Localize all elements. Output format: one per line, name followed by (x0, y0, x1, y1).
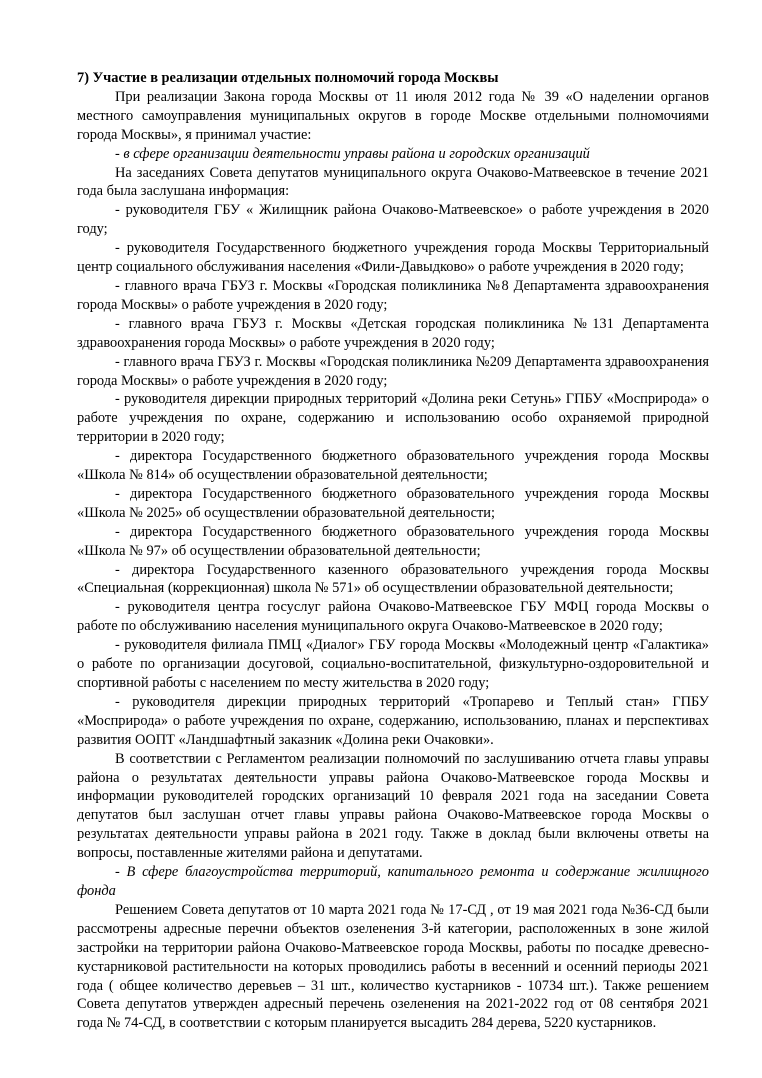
list-item: - директора Государственного казенного образовательного учреждения города Москвы «Специальная (коррекционная) школа № 571» об осуществлении образовательной деятельности; (77, 561, 709, 597)
list-item: - руководителя филиала ПМЦ «Диалог» ГБУ города Москвы «Молодежный центр «Галактика» о работе по организации досуговой, социально-воспитательной, физкультурно-оздоровительной и спортивной работы с населением по месту жительства в 2020 году; (77, 637, 709, 691)
report-paragraph: В соответствии с Регламентом реализации полномочий по заслушиванию отчета главы управы района о результатах деятельности управы района Очаково-Матвеевское города Москвы и информации руководителей городских организаций 10 февраля 2021 года на заседании Совета депутатов был заслушан отчет главы управы района Очаково-Матвеевское города Москвы о результатах деятельности управы района в 2021 году. Также в доклад были включены ответы на вопросы, поставленные жителями района и депутатами. (77, 750, 709, 862)
document-page (77, 69, 709, 1033)
section-title: 7) Участие в реализации отдельных полномочий города Москвы (77, 70, 499, 86)
list-item: - директора Государственного бюджетного образовательного учреждения города Москвы «Школа № 2025» об осуществлении образовательной деятельности; (77, 485, 709, 521)
list-item: - главного врача ГБУЗ г. Москвы «Детская городская поликлиника №131 Департамента здравоохранения города Москвы» о работе учреждения в 2020 году; (77, 315, 709, 351)
list-item: - главного врача ГБУЗ г. Москвы «Городская поликлиника №8 Департамента здравоохранения города Москвы» о работе учреждения в 2020 году; (77, 277, 709, 313)
list-item: - главного врача ГБУЗ г. Москвы «Городская поликлиника №209 Департамента здравоохранения города Москвы» о работе учреждения в 2020 году; (77, 353, 709, 389)
list-item: - руководителя центра госуслуг района Очаково-Матвеевское ГБУ МФЦ города Москвы о работе по обслуживанию населения муниципального округа Очаково-Матвеевское в 2020 году; (77, 599, 709, 635)
list-item: - директора Государственного бюджетного образовательного учреждения города Москвы «Школа № 97» об осуществлении образовательной деятельности; (77, 523, 709, 559)
hearings-paragraph: На заседаниях Совета депутатов муниципального округа Очаково-Матвеевское в течение 2021 года была заслушана информация: (77, 164, 709, 200)
intro-paragraph: При реализации Закона города Москвы от 11 июля 2012 года № 39 «О наделении органов местного самоуправления муниципальных округов в городе Москве отдельными полномочиями города Москвы», я принимал участие: (77, 88, 709, 143)
list-item: - руководителя дирекции природных территорий «Долина реки Сетунь» ГПБУ «Мосприрода» о работе учреждения по охране, содержанию и использованию особо охраняемой природной территории в 2020 году; (77, 391, 709, 446)
list-item: - руководителя дирекции природных территорий «Тропарево и Теплый стан» ГПБУ «Мосприрода» о работе учреждения по охране, содержанию, использованию, планах и перспективах развития ООПТ «Ландшафтный заказник «Долина реки Очаковки». (77, 693, 709, 748)
list-item: - руководителя ГБУ « Жилищник района Очаково-Матвеевское» о работе учреждения в 2020 году; (77, 202, 709, 238)
subsection-heading-management: - в сфере организации деятельности управы района и городских организаций (115, 145, 590, 162)
greening-paragraph: Решением Совета депутатов от 10 марта 2021 года № 17-СД , от 19 мая 2021 года №36-СД были рассмотрены адресные перечни объектов озеленения 3-й категории, расположенных в зоне жилой застройки на территории района Очаково-Матвеевское города Москвы, работы по посадке древесно-кустарниковой растительности на которых проводились работы в весенний и осенний периоды 2021 года ( общее количество деревьев – 31 шт., количество кустарников - 10734 шт.). Также решением Совета депутатов утвержден адресный перечень озеленения на 2021-2022 год от 08 сентября 2021 года № 74-СД, в соответствии с которым планируется высадить 284 дерева, 5220 кустарников. (77, 901, 709, 1032)
list-item: - руководителя Государственного бюджетного учреждения города Москвы Территориальный центр социального обслуживания населения «Фили-Давыдково» о работе учреждения в 2020 году; (77, 240, 709, 276)
list-item: - директора Государственного бюджетного образовательного учреждения города Москвы «Школа № 814» об осуществлении образовательной деятельности; (77, 448, 709, 484)
subsection-heading-housing: - В сфере благоустройства территорий, капитального ремонта и содержание жилищного фонда (77, 864, 709, 899)
